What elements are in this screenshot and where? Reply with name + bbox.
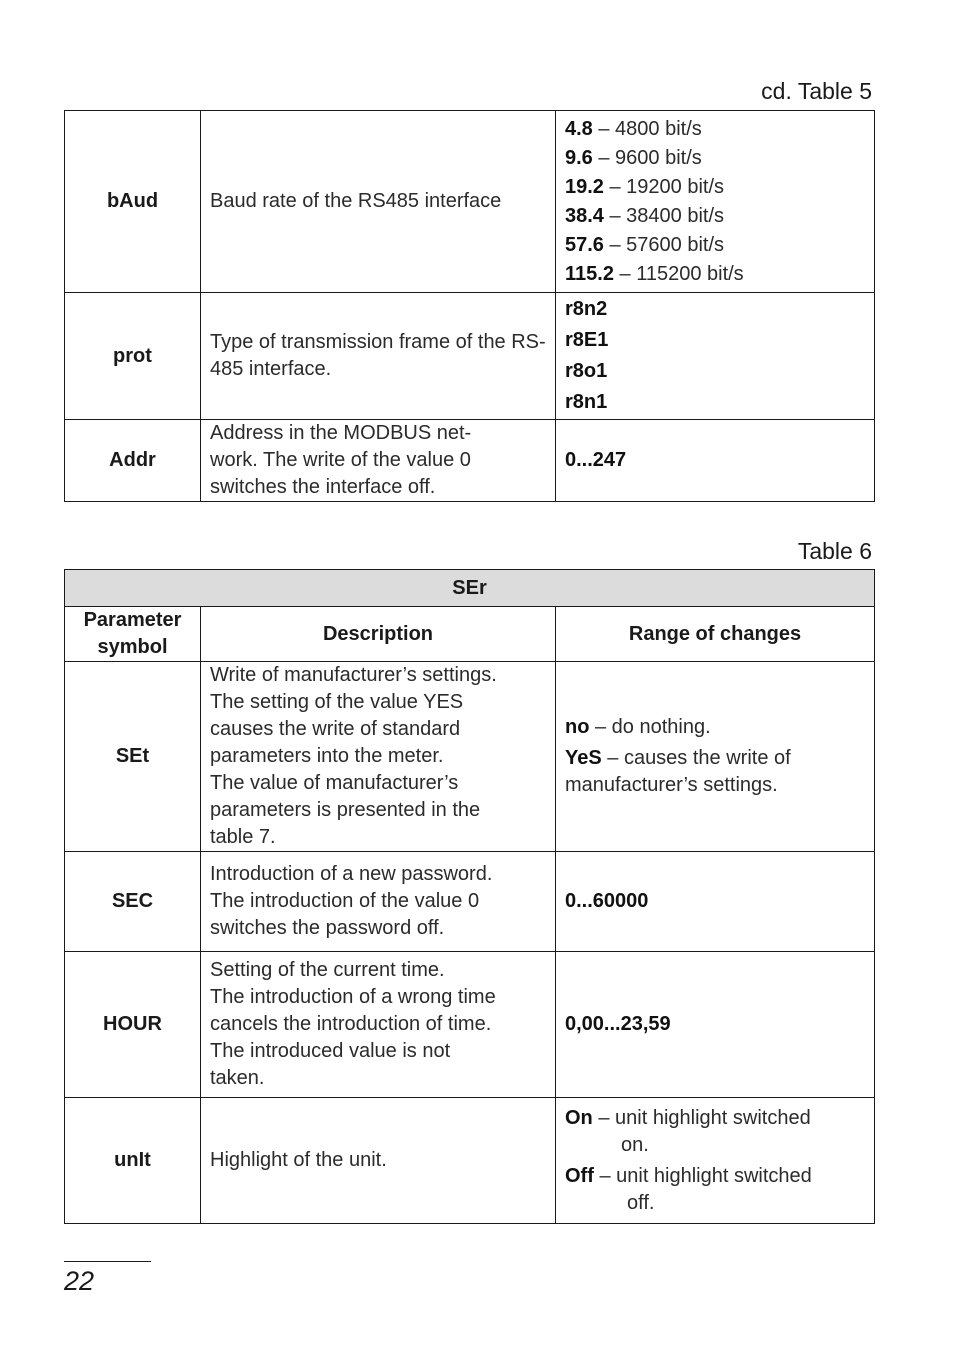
parameter-symbol: Addr [65,420,201,502]
parameter-description: Address in the MODBUS net- work. The write of the value 0 switches the interface off. [201,420,556,502]
range-item: On – unit highlight switched on. [565,1106,811,1156]
range-item: 9.6 – 9600 bit/s [565,146,702,169]
parameter-description: Setting of the current time. The introduction of a wrong time cancels the introduction of time. The introduced value is not taken. [201,952,556,1098]
range-item: Off – unit highlight switched off. [565,1164,812,1214]
parameter-range [556,1098,875,1224]
parameter-description: Introduction of a new password. The introduction of the value 0 switches the password off. [201,852,556,952]
parameter-symbol: unIt [65,1098,201,1224]
parameter-range [556,111,875,293]
parameter-range: 0...60000 [556,852,875,952]
range-item: no – do nothing. [565,716,711,738]
parameter-symbol: SEt [65,662,201,852]
parameter-description: Type of transmission frame of the RS-485 interface. [201,293,556,420]
column-header-range: Range of changes [556,607,875,662]
range-item: r8o1 [565,360,608,382]
parameter-description: Highlight of the unit. [201,1098,556,1224]
range-item: 19.2 – 19200 bit/s [565,175,725,198]
column-header-symbol: Parameter symbol [65,607,201,662]
parameter-description: Baud rate of the RS485 interface [201,111,556,293]
range-item: r8n2 [565,298,608,320]
range-item: r8E1 [565,329,609,351]
column-header-description: Description [201,607,556,662]
table-caption: Table 6 [797,538,872,564]
parameter-symbol: HOUR [65,952,201,1098]
parameter-symbol: bAud [65,111,201,293]
table-caption-continued: cd. Table 5 [761,78,872,104]
parameter-description: Write of manufacturer’s settings. The setting of the value YES causes the write of standard parameters into the meter. The value of manufacturer’s parameters is presented in the table 7. [201,662,556,852]
parameter-range [556,662,875,852]
table-row [65,293,875,420]
range-item: r8n1 [565,391,608,413]
footer-rule [64,1261,151,1262]
range-item: 4.8 – 4800 bit/s [565,117,702,140]
parameter-symbol: SEC [65,852,201,952]
table-header-row [65,607,875,662]
parameter-range: 0...247 [556,420,875,502]
table-row [65,662,875,852]
group-title: SEr [65,570,875,607]
table-row [65,1098,875,1224]
range-item: YeS – causes the write of manufacturer’s settings. [565,747,791,796]
parameter-range: 0,00...23,59 [556,952,875,1098]
page-number: 22 [64,1266,95,1296]
parameter-range [556,293,875,420]
range-item: 38.4 – 38400 bit/s [565,204,725,227]
table-group-header [65,570,875,607]
range-item: 57.6 – 57600 bit/s [565,233,725,256]
range-item: 115.2 – 115200 bit/s [565,262,744,285]
table-5-continued [64,110,875,502]
table-row [65,852,875,952]
parameter-symbol: prot [65,293,201,420]
table-row [65,420,875,502]
table-6 [64,569,875,1224]
table-row [65,952,875,1098]
table-row [65,111,875,293]
